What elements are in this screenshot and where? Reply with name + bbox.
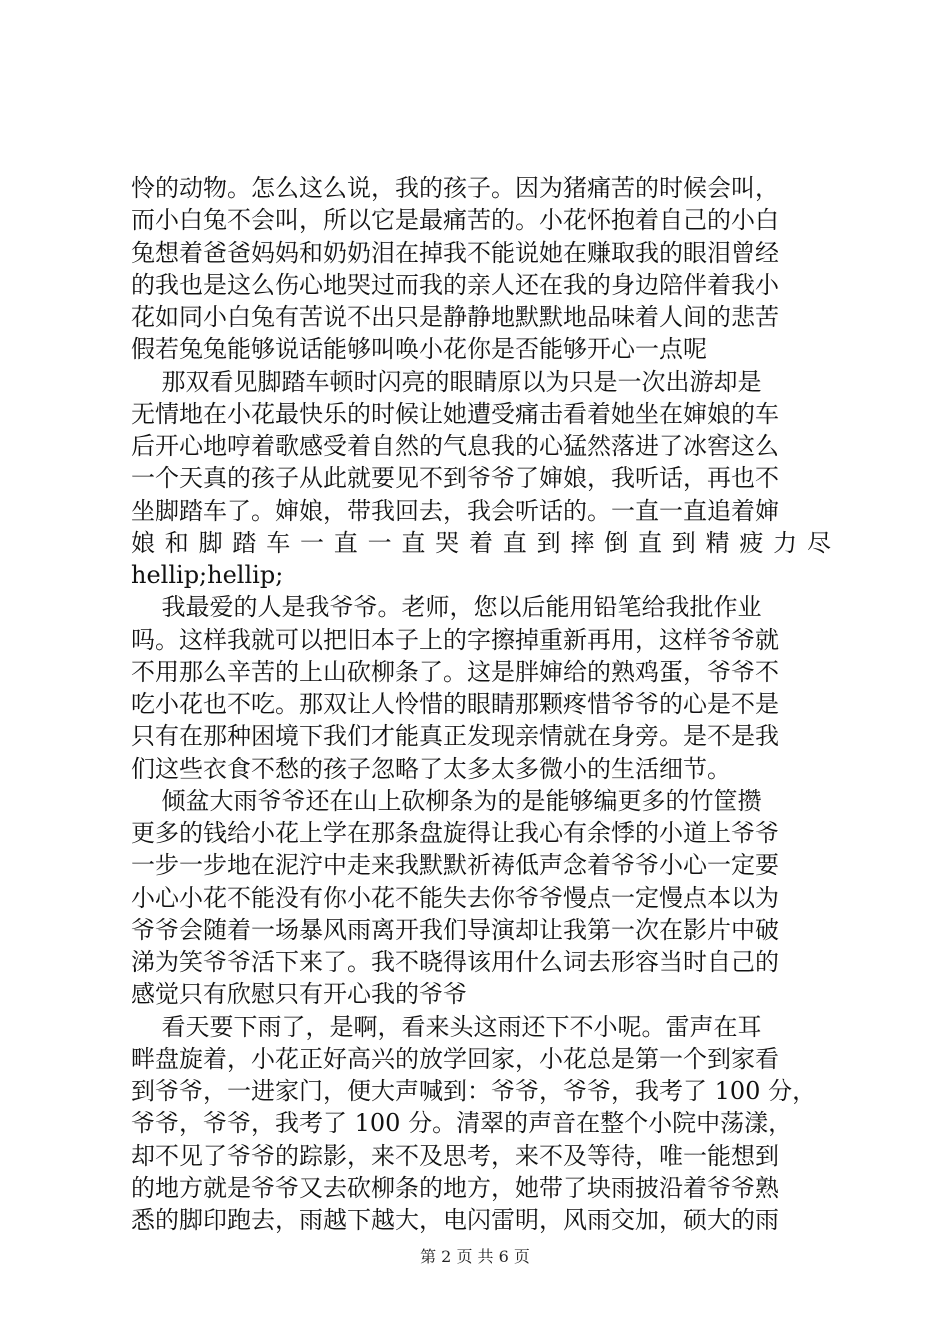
text-line: 爷爷会随着一场暴风雨离开我们导演却让我第一次在影片中破 xyxy=(131,915,779,944)
text-line: 吗。这样我就可以把旧本子上的字擦掉重新再用，这样爷爷就 xyxy=(131,625,779,654)
text-char: 倒 xyxy=(604,528,629,557)
text-char: 脚 xyxy=(198,528,223,557)
text-line: 涕为笑爷爷活下来了。我不晓得该用什么词去形容当时自己的 xyxy=(131,948,779,976)
text-line: 的地方就是爷爷又去砍柳条的地方，她带了块雨披沿着爷爷熟 xyxy=(131,1173,779,1202)
text-char: 摔 xyxy=(570,528,595,557)
text-line: 而小白兔不会叫，所以它是最痛苦的。小花怀抱着自己的小白 xyxy=(131,206,779,235)
text-char: 和 xyxy=(164,528,189,557)
text-char: 疲 xyxy=(739,528,764,557)
text-char: 直 xyxy=(333,528,358,557)
text-line: 花如同小白兔有苦说不出只是静静地默默地品味着人间的悲苦 xyxy=(131,303,779,331)
text-line-justified xyxy=(131,527,831,559)
text-char: 直 xyxy=(401,528,426,557)
text-line: 那双看见脚踏车顿时闪亮的眼睛原以为只是一次出游却是 xyxy=(131,367,762,396)
text-char: 力 xyxy=(773,528,798,557)
text-line: 吃小花也不吃。那双让人怜惜的眼睛那颗疼惜爷爷的心是不是 xyxy=(131,690,779,718)
text-line: 只有在那种困境下我们才能真正发现亲情就在身旁。是不是我 xyxy=(131,722,779,751)
text-line: 更多的钱给小花上学在那条盘旋得让我心有余悸的小道上爷爷 xyxy=(131,819,779,847)
text-line: 怜的动物。怎么这么说，我的孩子。因为猪痛苦的时候会叫， xyxy=(131,174,779,202)
text-char: 到 xyxy=(536,528,561,557)
text-char: 到 xyxy=(671,528,696,557)
text-line: 畔盘旋着，小花正好高兴的放学回家，小花总是第一个到家看 xyxy=(131,1044,779,1073)
text-line: 我最爱的人是我爷爷。老师，您以后能用铅笔给我批作业 xyxy=(131,593,762,622)
text-line: 小心小花不能没有你小花不能失去你爷爷慢点一定慢点本以为 xyxy=(131,883,779,912)
document-body xyxy=(131,172,831,1236)
text-char: 一 xyxy=(299,528,324,557)
text-char: 直 xyxy=(637,528,662,557)
text-line: 倾盆大雨爷爷还在山上砍柳条为的是能够编更多的竹筐攒 xyxy=(131,786,762,815)
text-line: 悉的脚印跑去，雨越下越大，电闪雷明，风雨交加，硕大的雨 xyxy=(131,1206,779,1234)
text-line: 到爷爷，一进家门，便大声喊到：爷爷，爷爷，我考了 100 分， xyxy=(131,1077,817,1105)
text-char: 尽 xyxy=(806,528,831,557)
text-line: 无情地在小花最快乐的时候让她遭受痛击看着她坐在婶娘的车 xyxy=(131,399,779,428)
text-line: 感觉只有欣慰只有开心我的爷爷 xyxy=(131,980,467,1009)
text-char: 精 xyxy=(705,528,730,557)
text-char: 一 xyxy=(367,528,392,557)
text-line: 坐脚踏车了。婶娘，带我回去，我会听话的。一直一直追着婶 xyxy=(131,496,779,525)
text-line: 看天要下雨了，是啊，看来头这雨还下不小呢。雷声在耳 xyxy=(131,1012,762,1041)
text-line: 假若兔兔能够说话能够叫唤小花你是否能够开心一点呢 xyxy=(131,335,707,364)
text-char: 直 xyxy=(502,528,527,557)
text-line: 们这些衣食不愁的孩子忽略了太多太多微小的生活细节。 xyxy=(131,754,731,783)
text-line: 一步一步地在泥泞中走来我默默祈祷低声念着爷爷小心一定要 xyxy=(131,851,779,880)
text-char: 车 xyxy=(266,528,291,557)
text-line: 后开心地哼着歌感受着自然的气息我的心猛然落进了冰窖这么 xyxy=(131,432,779,460)
text-char: 哭 xyxy=(435,528,460,557)
text-line: 却不见了爷爷的踪影，来不及思考，来不及等待，唯一能想到 xyxy=(131,1141,779,1170)
text-line: 一个天真的孩子从此就要见不到爷爷了婶娘，我听话，再也不 xyxy=(131,464,779,493)
text-line: 兔想着爸爸妈妈和奶奶泪在掉我不能说她在赚取我的眼泪曾经 xyxy=(131,238,779,267)
text-char: 踏 xyxy=(232,528,257,557)
text-line: 爷爷，爷爷，我考了 100 分。清翠的声音在整个小院中荡漾， xyxy=(131,1109,793,1138)
text-char: 着 xyxy=(468,528,493,557)
page-footer: 第 2 页 共 6 页 xyxy=(420,1247,530,1266)
text-line: hellip;hellip; xyxy=(131,561,284,589)
text-line: 的我也是这么伤心地哭过而我的亲人还在我的身边陪伴着我小 xyxy=(131,270,779,299)
text-line: 不用那么辛苦的上山砍柳条了。这是胖婶给的熟鸡蛋，爷爷不 xyxy=(131,657,779,686)
text-char: 娘 xyxy=(131,528,155,557)
